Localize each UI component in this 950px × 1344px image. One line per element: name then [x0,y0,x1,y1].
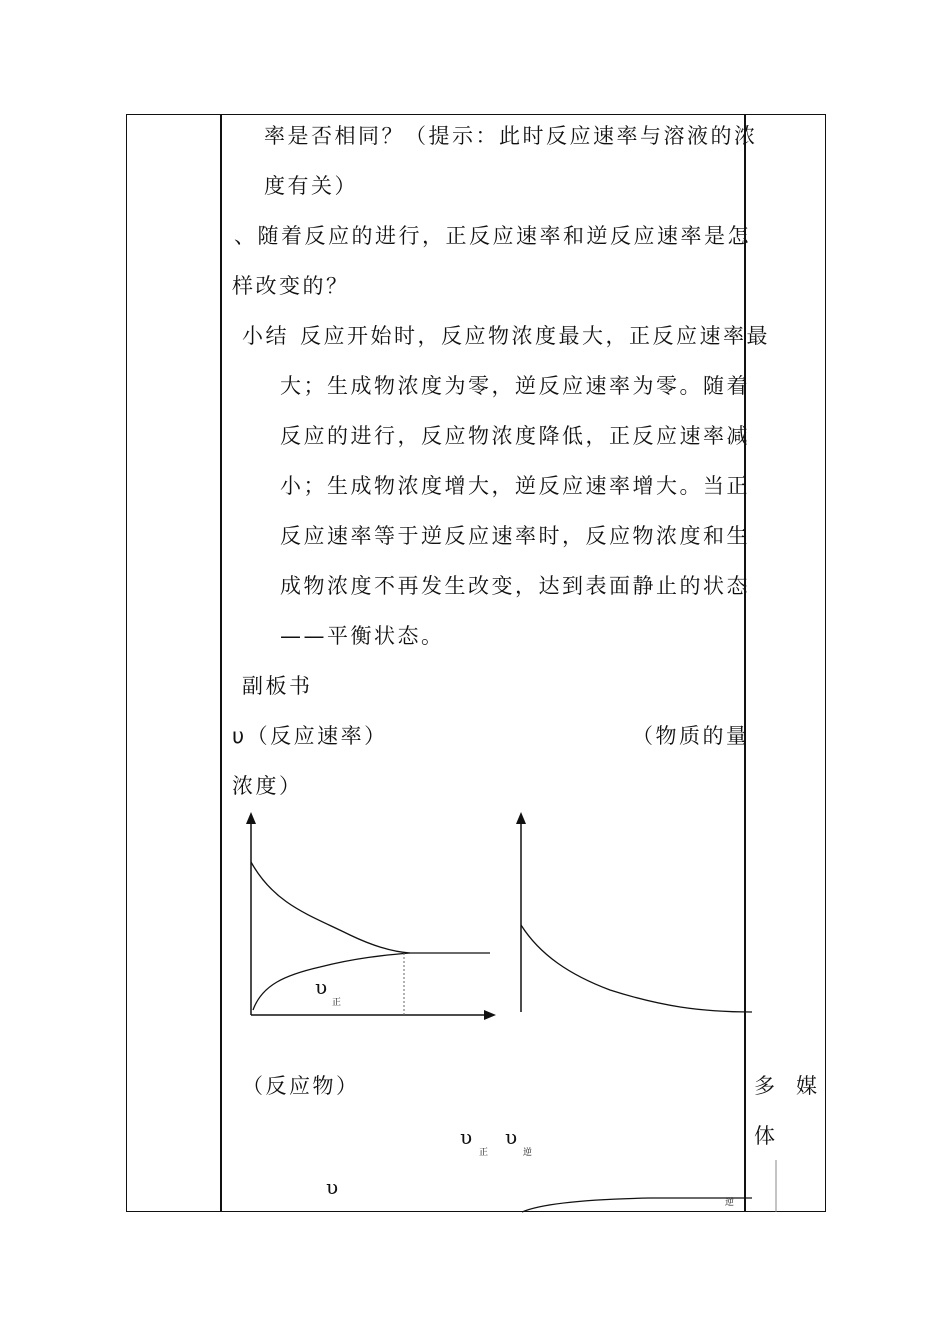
left-x-arrow [484,1010,496,1020]
summary-line: ——平衡状态。 [280,624,445,648]
reactant-concentration-curve [521,925,752,1012]
reactant-label: （反应物） [242,1074,360,1098]
summary-line: 反应开始时，反应物浓度最大，正反应速率最 [300,324,770,348]
question2-line-1: 、随着反应的进行，正反应速率和逆反应速率是怎 [234,224,751,248]
media-text-3: 体 [754,1124,778,1148]
question2-line-2: 样改变的？ [232,274,350,298]
graph-label-concentration: （物质的量 [632,724,750,748]
product-curve [522,1198,752,1212]
question-line-1: 率是否相同？（提示：此时反应速率与溶液的浓 [264,124,758,148]
right-y-arrow [516,812,526,824]
reverse-subscript-2: 逆 [725,1198,735,1208]
media-text-1: 多 [754,1074,778,1098]
summary-line: 大；生成物浓度为零，逆反应速率为零。随着 [280,374,750,398]
question-line-2: 度有关） [264,174,358,198]
summary-line: 成物浓度不再发生改变，达到表面静止的状态 [280,574,750,598]
media-text-2: 媒 [796,1074,820,1098]
reverse-subscript: 逆 [523,1148,533,1158]
v-reverse-symbol: υ [505,1125,518,1149]
graph-label-concentration-cont: 浓度） [232,774,303,798]
forward-subscript-2: 正 [479,1148,489,1158]
v-forward-symbol-2: υ [460,1125,473,1149]
graph-label-rate: υ（反应速率） [232,724,388,748]
v-forward-symbol: υ [315,975,328,999]
forward-subscript: 正 [332,998,342,1008]
v-symbol-3: υ [326,1175,339,1199]
forward-rate-curve [251,862,490,953]
left-y-arrow [246,812,256,824]
summary-label: 小结 [242,324,289,348]
summary-line: 小；生成物浓度增大，逆反应速率增大。当正 [280,474,750,498]
summary-line: 反应的进行，反应物浓度降低，正反应速率减 [280,424,750,448]
summary-line: 反应速率等于逆反应速率时，反应物浓度和生 [280,524,750,548]
side-board-heading: 副板书 [242,674,313,698]
